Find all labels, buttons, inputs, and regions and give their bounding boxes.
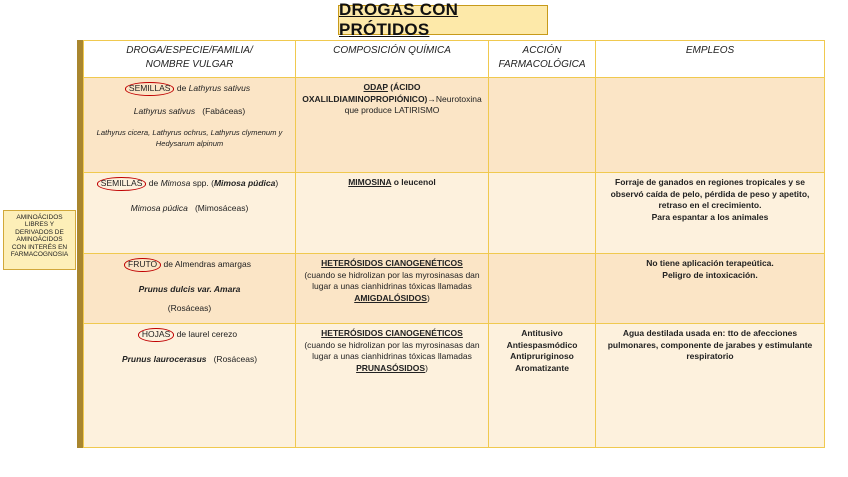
drug-table — [83, 40, 825, 448]
composition-cell — [296, 254, 489, 324]
arrow-icon: → — [427, 93, 436, 104]
table-row — [84, 173, 825, 254]
compound-close: ) — [425, 362, 428, 373]
drug-part-circled: SEMILLAS — [97, 177, 147, 191]
action-item: Aromatizante — [515, 362, 569, 373]
action-cell — [489, 254, 596, 324]
use-item: Peligro de intoxicación. — [662, 269, 758, 280]
header-drug-line1: DROGA/ESPECIE/FAMILIA/ — [126, 45, 253, 56]
drug-text: de — [174, 83, 189, 93]
header-composition — [296, 41, 489, 78]
species-name: Prunus dulcis var. Amara — [138, 283, 241, 294]
drug-part-circled: FRUTO — [124, 258, 161, 272]
table-row — [84, 324, 825, 448]
related-species: Lathyrus cicera, Lathyrus ochrus, Lathyrus clymenum y Hedysarum alpinum — [96, 128, 283, 148]
composition-cell — [296, 173, 489, 254]
compound-description: (cuando se hidrolizan por las myrosinasas dan lugar a unas cianhidrinas tóxicas llamadas — [304, 339, 480, 361]
action-cell — [489, 78, 596, 173]
drug-text: de laurel cerezo — [174, 329, 238, 339]
side-label-line: AMINOÁCIDOS — [16, 214, 63, 221]
drug-text: ) — [275, 178, 279, 188]
compound-name: HETERÓSIDOS CIANOGENÉTICOS — [321, 258, 463, 268]
action-item: Antitusivo — [521, 328, 563, 338]
header-uses — [596, 41, 825, 78]
header-drug-line2: NOMBRE VULGAR — [145, 59, 234, 70]
drug-cell — [84, 78, 296, 173]
drug-cell — [84, 324, 296, 448]
use-item: Forraje de ganados en regiones tropicales y se observó caída de pelo, pérdida de peso y apetito, retraso en el crecimiento. — [610, 177, 810, 210]
uses-cell — [596, 254, 825, 324]
page-title — [338, 0, 548, 39]
drug-part-circled: SEMILLAS — [125, 82, 175, 96]
uses-cell — [596, 173, 825, 254]
compound-product: PRUNASÓSIDOS — [356, 362, 426, 373]
header-composition-text: COMPOSICIÓN QUÍMICA — [333, 45, 451, 56]
action-cell — [489, 324, 596, 448]
compound-name: ODAP — [363, 82, 388, 92]
side-label-line: AMINOÁCIDOS — [16, 236, 63, 244]
drug-cell — [84, 173, 296, 254]
side-category-label — [3, 210, 76, 270]
action-item: Antiespasmódico — [506, 339, 578, 350]
table-row — [84, 78, 825, 173]
species-name: Prunus laurocerasus — [121, 353, 207, 364]
drug-text: spp. ( — [190, 178, 214, 188]
use-item: Agua destilada usada en: tto de afecciones pulmonares, componente de jarabes y estimulante respiratorio — [607, 328, 813, 361]
side-label-line: LIBRES Y — [24, 221, 55, 229]
drug-text: de Almendras amargas — [161, 259, 251, 269]
compound-close: ) — [426, 292, 430, 303]
compound-description: (cuando se hidrolizan por las myrosinasas dan lugar a unas cianhidrinas tóxicas llamadas — [304, 269, 480, 291]
compound-alias: o leucenol — [391, 177, 436, 187]
compound-name: MIMOSINA — [348, 177, 392, 187]
header-action — [489, 41, 596, 78]
side-label-line: DERIVADOS DE — [15, 228, 64, 236]
drug-text: de — [146, 178, 161, 188]
family-name: (Rosáceas) — [213, 353, 258, 364]
family-name: (Mimosáceas) — [194, 202, 249, 213]
family-name: (Fabáceas) — [202, 105, 246, 116]
action-cell — [489, 173, 596, 254]
composition-cell — [296, 324, 489, 448]
side-label-line: CON INTERÉS EN — [11, 243, 68, 251]
drug-cell — [84, 254, 296, 324]
composition-cell — [296, 78, 489, 173]
action-item: Antipruriginoso — [510, 351, 574, 361]
drug-genus: Mimosa — [160, 178, 191, 188]
header-drug — [84, 41, 296, 78]
compound-effect: Neurotoxina que produce LATIRISMO — [344, 93, 482, 115]
uses-cell — [596, 78, 825, 173]
header-action-line1: ACCIÓN — [522, 45, 562, 56]
use-item: No tiene aplicación terapeútica. — [646, 258, 774, 268]
page-title-text: DROGAS CON PRÓTIDOS — [339, 0, 459, 39]
table-row — [84, 254, 825, 324]
compound-name: HETERÓSIDOS CIANOGENÉTICOS — [321, 328, 463, 338]
uses-cell — [596, 324, 825, 448]
header-action-line2: FARMACOLÓGICA — [498, 59, 586, 70]
family-name: (Rosáceas) — [167, 303, 212, 313]
drug-species-inline: Lathyrus sativus — [188, 83, 251, 93]
drug-part-circled: HOJAS — [138, 328, 174, 342]
header-uses-text: EMPLEOS — [685, 45, 735, 56]
drug-species-inline: Mimosa púdica — [213, 178, 276, 188]
table-header-row — [84, 41, 825, 78]
compound-product: AMIGDALÓSIDOS — [354, 292, 427, 303]
species-name: Mimosa púdica — [130, 202, 188, 213]
use-item: Para espantar a los animales — [651, 211, 769, 222]
species-name: Lathyrus sativus — [133, 105, 196, 116]
compound-full-name: (ÁCIDO OXALILDIAMINOPROPIÓNICO) — [302, 82, 428, 104]
side-label-line: FARMACOGNOSIA — [10, 251, 69, 259]
